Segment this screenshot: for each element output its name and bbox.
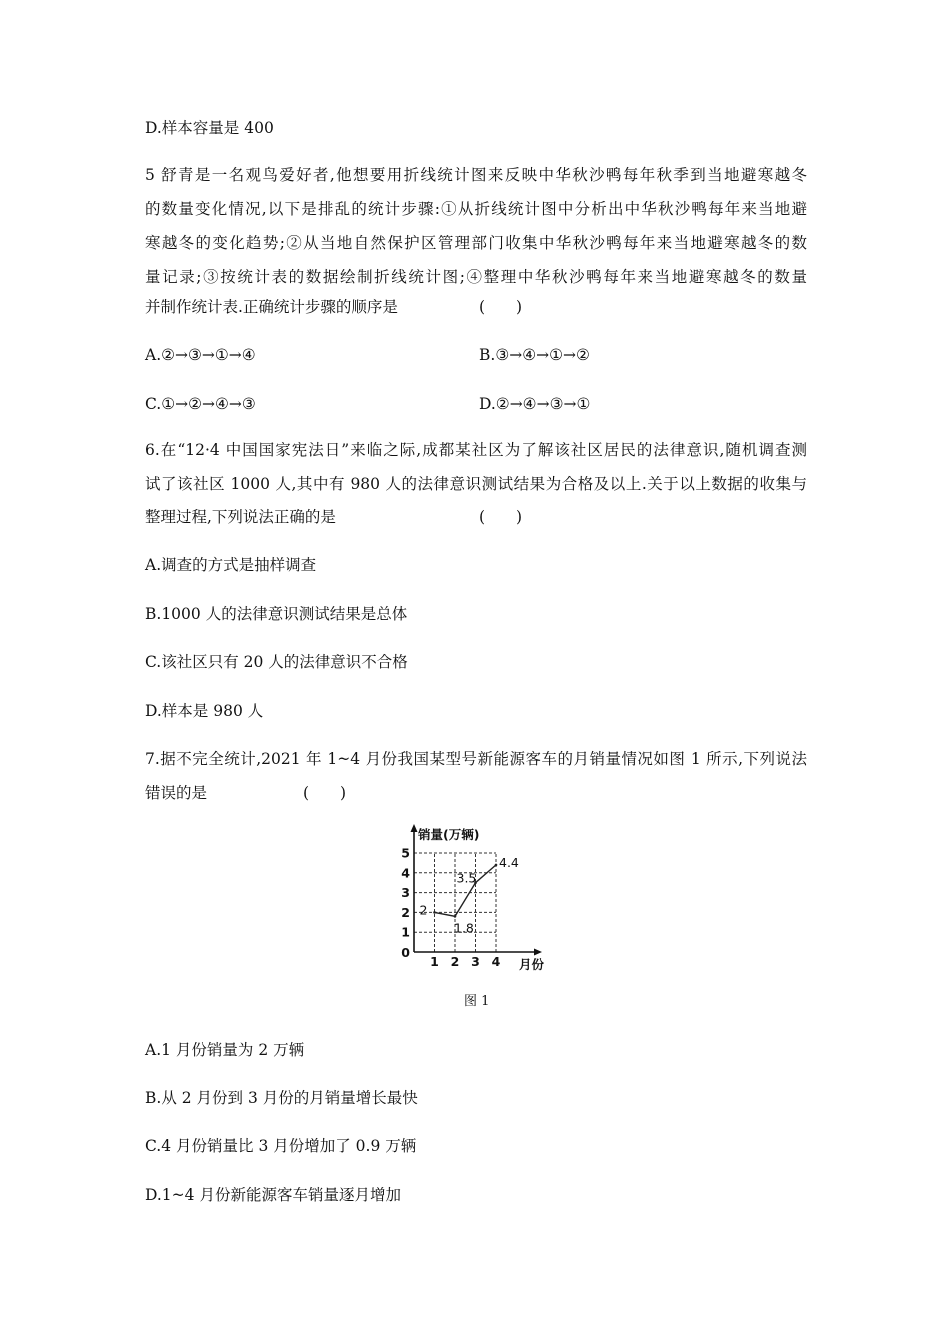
q5-line: 并制作统计表.正确统计步骤的顺序是 xyxy=(145,298,398,316)
q5-line: 5 舒青是一名观鸟爱好者,他想要用折线统计图来反映中华秋沙鸭每年秋季到当地避寒越冬 xyxy=(145,166,807,184)
x-tick-label: 3 xyxy=(471,954,480,969)
q7-option-d: D.1~4 月份新能源客车销量逐月增加 xyxy=(145,1186,401,1204)
q5-line: 寒越冬的变化趋势;②从当地自然保护区管理部门收集中华秋沙鸭每年来当地避寒越冬的数 xyxy=(145,234,807,252)
y-axis-arrow xyxy=(411,824,418,832)
q7-answer-paren: ( ) xyxy=(303,784,347,802)
q6-line: 整理过程,下列说法正确的是 xyxy=(145,508,336,526)
x-tick-label: 4 xyxy=(491,954,501,969)
x-tick-label: 1 xyxy=(430,954,439,969)
q6-line: 试了该社区 1000 人,其中有 980 人的法律意识测试结果为合格及以上.关于以上数据的收集与 xyxy=(145,475,807,493)
data-label: 1.8 xyxy=(454,920,474,936)
sales-line-chart xyxy=(392,822,562,974)
origin-label: 0 xyxy=(401,945,410,960)
y-tick-label: 3 xyxy=(401,885,410,901)
q4-option-d: D.样本容量是 400 xyxy=(145,119,274,137)
q7-option-c: C.4 月份销量比 3 月份增加了 0.9 万辆 xyxy=(145,1137,417,1155)
data-point xyxy=(454,915,457,918)
y-tick-label: 2 xyxy=(401,904,410,920)
x-tick-label: 2 xyxy=(450,954,460,969)
q7-option-a: A.1 月份销量为 2 万辆 xyxy=(145,1041,305,1059)
data-label: 2 xyxy=(419,902,428,918)
x-axis-label: 月份 xyxy=(519,957,545,972)
q6-option-a: A.调查的方式是抽样调查 xyxy=(145,556,317,574)
y-axis-label: 销量(万辆) xyxy=(418,827,480,842)
q5-line: 的数量变化情况,以下是排乱的统计步骤:①从折线统计图中分析出中华秋沙鸭每年来当地避 xyxy=(145,200,807,218)
q7-option-b: B.从 2 月份到 3 月份的月销量增长最快 xyxy=(145,1089,418,1107)
q5-option-d: D.②→④→③→① xyxy=(479,395,591,413)
y-tick-label: 5 xyxy=(401,845,410,861)
data-label: 4.4 xyxy=(499,854,519,870)
figure-caption: 图 1 xyxy=(464,994,490,1009)
q7-line: 7.据不完全统计,2021 年 1~4 月份我国某型号新能源客车的月销量情况如图 1 所示,下列说法 xyxy=(145,750,807,768)
q5-option-c: C.①→②→④→③ xyxy=(145,395,256,413)
q6-option-b: B.1000 人的法律意识测试结果是总体 xyxy=(145,605,408,623)
q6-answer-paren: ( ) xyxy=(479,508,523,526)
data-point xyxy=(495,864,498,867)
data-label: 3.5 xyxy=(456,870,477,886)
q5-answer-paren: ( ) xyxy=(479,298,523,316)
q6-line: 6.在“12·4 中国国家宪法日”来临之际,成都某社区为了解该社区居民的法律意识,随机调查测 xyxy=(145,441,807,459)
y-tick-label: 4 xyxy=(401,865,410,881)
q5-line: 量记录;③按统计表的数据绘制折线统计图;④整理中华秋沙鸭每年来当地避寒越冬的数量 xyxy=(145,268,807,286)
data-point xyxy=(433,911,436,914)
q7-line: 错误的是 xyxy=(145,784,208,802)
q6-option-d: D.样本是 980 人 xyxy=(145,702,264,720)
y-tick-label: 1 xyxy=(401,924,410,940)
q5-option-b: B.③→④→①→② xyxy=(479,346,590,364)
q6-option-c: C.该社区只有 20 人的法律意识不合格 xyxy=(145,653,408,671)
q5-option-a: A.②→③→①→④ xyxy=(145,346,256,364)
x-axis-arrow xyxy=(534,949,542,956)
